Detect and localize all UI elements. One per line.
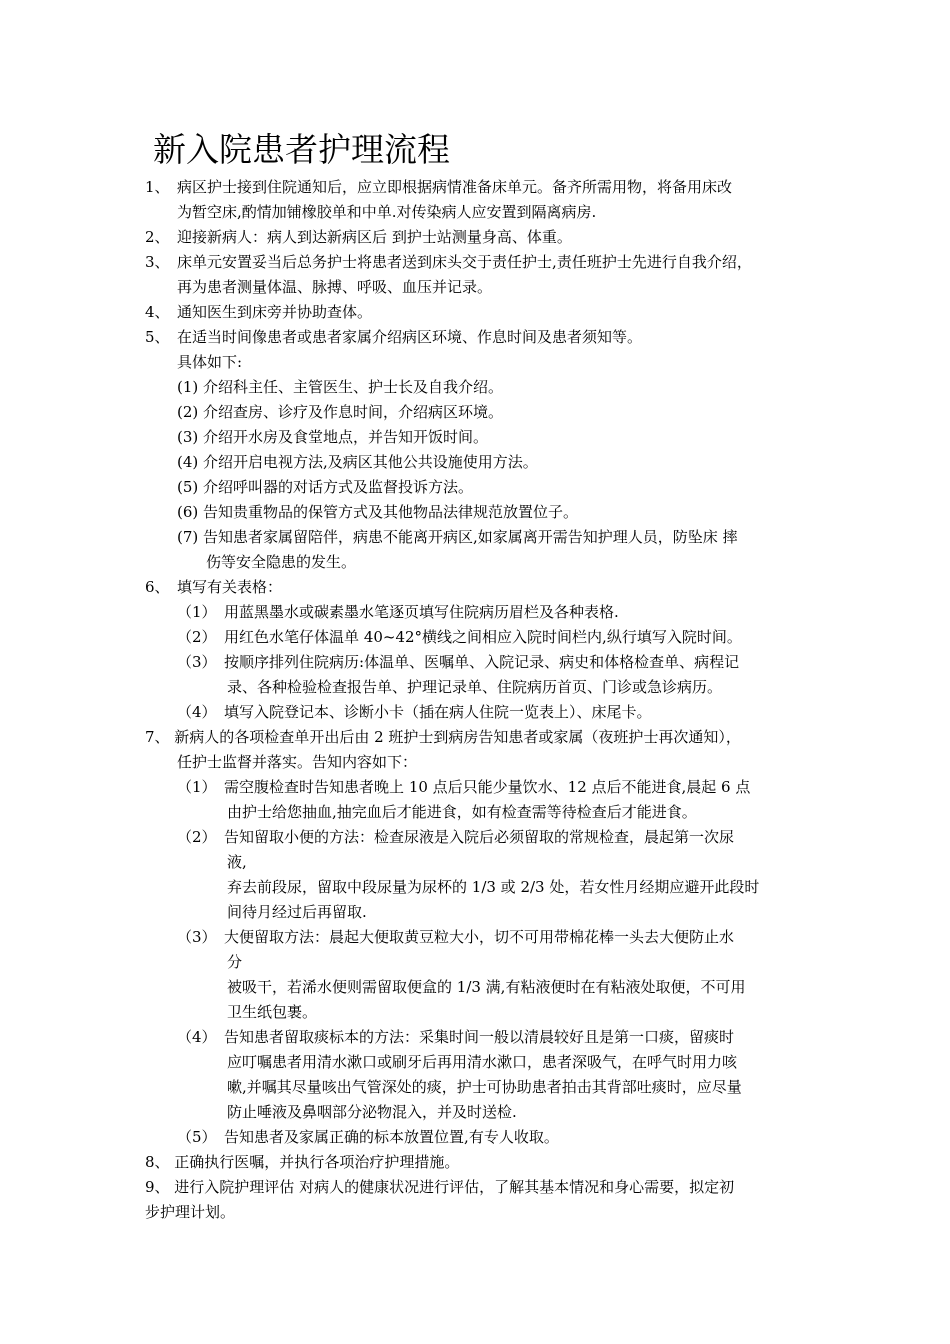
text-line: 1、 病区护士接到住院通知后，应立即根据病情准备床单元。备齐所需用物，将备用床改 bbox=[145, 178, 733, 196]
text-line: (3) 介绍开水房及食堂地点，并告知开饭时间。 bbox=[177, 428, 489, 446]
text-line: 应叮嘱患者用清水漱口或刷牙后再用清水漱口，患者深吸气，在呼气时用力咳 bbox=[227, 1053, 738, 1071]
text-line: （1） 用蓝黑墨水或碳素墨水笔逐页填写住院病历眉栏及各种表格. bbox=[177, 603, 619, 621]
text-line: 卫生纸包裹。 bbox=[227, 1003, 318, 1021]
text-line: （3） 按顺序排列住院病历:体温单、医嘱单、入院记录、病史和体格检查单、病程记 bbox=[177, 653, 740, 671]
text-line: 8、 正确执行医嘱，并执行各项治疗护理措施。 bbox=[145, 1153, 460, 1171]
text-line: （4） 告知患者留取痰标本的方法：采集时间一般以清晨较好且是第一口痰，留痰时 bbox=[177, 1028, 735, 1046]
text-line: 录、各种检验检查报告单、护理记录单、住院病历首页、门诊或急诊病历。 bbox=[227, 678, 723, 696]
text-line: 间待月经过后再留取. bbox=[227, 903, 367, 921]
text-line: 被吸干，若浠水便则需留取便盒的 1/3 满,有粘液便时在有粘液处取便，不可用 bbox=[227, 978, 746, 996]
text-line: 为暂空床,酌情加铺橡胶单和中单.对传染病人应安置到隔离病房. bbox=[177, 203, 597, 221]
text-line: 再为患者测量体温、脉搏、呼吸、血压并记录。 bbox=[177, 278, 493, 296]
text-line: (6) 告知贵重物品的保管方式及其他物品法律规范放置位子。 bbox=[177, 503, 579, 521]
text-line: 任护士监督并落实。告知内容如下： bbox=[177, 753, 418, 771]
text-line: （4） 填写入院登记本、诊断小卡（插在病人住院一览表上）、床尾卡。 bbox=[177, 703, 652, 721]
text-line: 分 bbox=[227, 953, 243, 971]
text-line: 嗽,并嘱其尽量咳出气管深处的痰，护士可协助患者拍击其背部吐痰时，应尽量 bbox=[227, 1078, 742, 1096]
text-line: （5） 告知患者及家属正确的标本放置位置,有专人收取。 bbox=[177, 1128, 559, 1146]
text-line: （2） 告知留取小便的方法：检查尿液是入院后必须留取的常规检查，晨起第一次尿 bbox=[177, 828, 735, 846]
text-line: (4) 介绍开启电视方法,及病区其他公共设施使用方法。 bbox=[177, 453, 538, 471]
text-line: 4、 通知医生到床旁并协助查体。 bbox=[145, 303, 373, 321]
text-line: 防止唾液及鼻咽部分泌物混入，并及时送检. bbox=[227, 1103, 517, 1121]
document-title: 新入院患者护理流程 bbox=[153, 130, 450, 169]
text-line: (7) 告知患者家属留陪伴，病患不能离开病区,如家属离开需告知护理人员，防坠床 摔 bbox=[177, 528, 738, 546]
text-line: 步护理计划。 bbox=[145, 1203, 236, 1221]
text-line: 2、 迎接新病人：病人到达新病区后 到护士站测量身高、体重。 bbox=[145, 228, 572, 246]
text-line: 伤等安全隐患的发生。 bbox=[206, 553, 357, 571]
text-line: 7、 新病人的各项检查单开出后由 2 班护士到病房告知患者或家属（夜班护士再次通知）， bbox=[145, 728, 741, 746]
text-line: 9、 进行入院护理评估 对病人的健康状况进行评估，了解其基本情况和身心需要，拟定初 bbox=[145, 1178, 735, 1196]
text-line: （3） 大便留取方法：晨起大便取黄豆粒大小，切不可用带棉花棒一头去大便防止水 bbox=[177, 928, 735, 946]
text-line: （2） 用红色水笔仔体温单 40~42°横线之间相应入院时间栏内,纵行填写入院时间。 bbox=[177, 628, 742, 646]
text-line: (2) 介绍查房、诊疗及作息时间，介绍病区环境。 bbox=[177, 403, 504, 421]
text-line: 3、 床单元安置妥当后总务护士将患者送到床头交于责任护士,责任班护士先进行自我介绍， bbox=[145, 253, 752, 271]
text-line: （1） 需空腹检查时告知患者晚上 10 点后只能少量饮水、12 点后不能进食,晨起 6 点 bbox=[177, 778, 751, 796]
text-line: (5) 介绍呼叫器的对话方式及监督投诉方法。 bbox=[177, 478, 474, 496]
text-line: 具体如下: bbox=[177, 353, 243, 371]
text-line: 6、 填写有关表格： bbox=[145, 578, 283, 596]
text-line: 弃去前段尿，留取中段尿量为尿杯的 1/3 或 2/3 处，若女性月经期应避开此段时 bbox=[227, 878, 760, 896]
text-line: (1) 介绍科主任、主管医生、护士长及自我介绍。 bbox=[177, 378, 504, 396]
text-line: 由护士给您抽血,抽完血后才能进食，如有检查需等待检查后才能进食。 bbox=[227, 803, 697, 821]
text-line: 5、 在适当时间像患者或患者家属介绍病区环境、作息时间及患者须知等。 bbox=[145, 328, 643, 346]
text-line: 液, bbox=[227, 853, 247, 871]
